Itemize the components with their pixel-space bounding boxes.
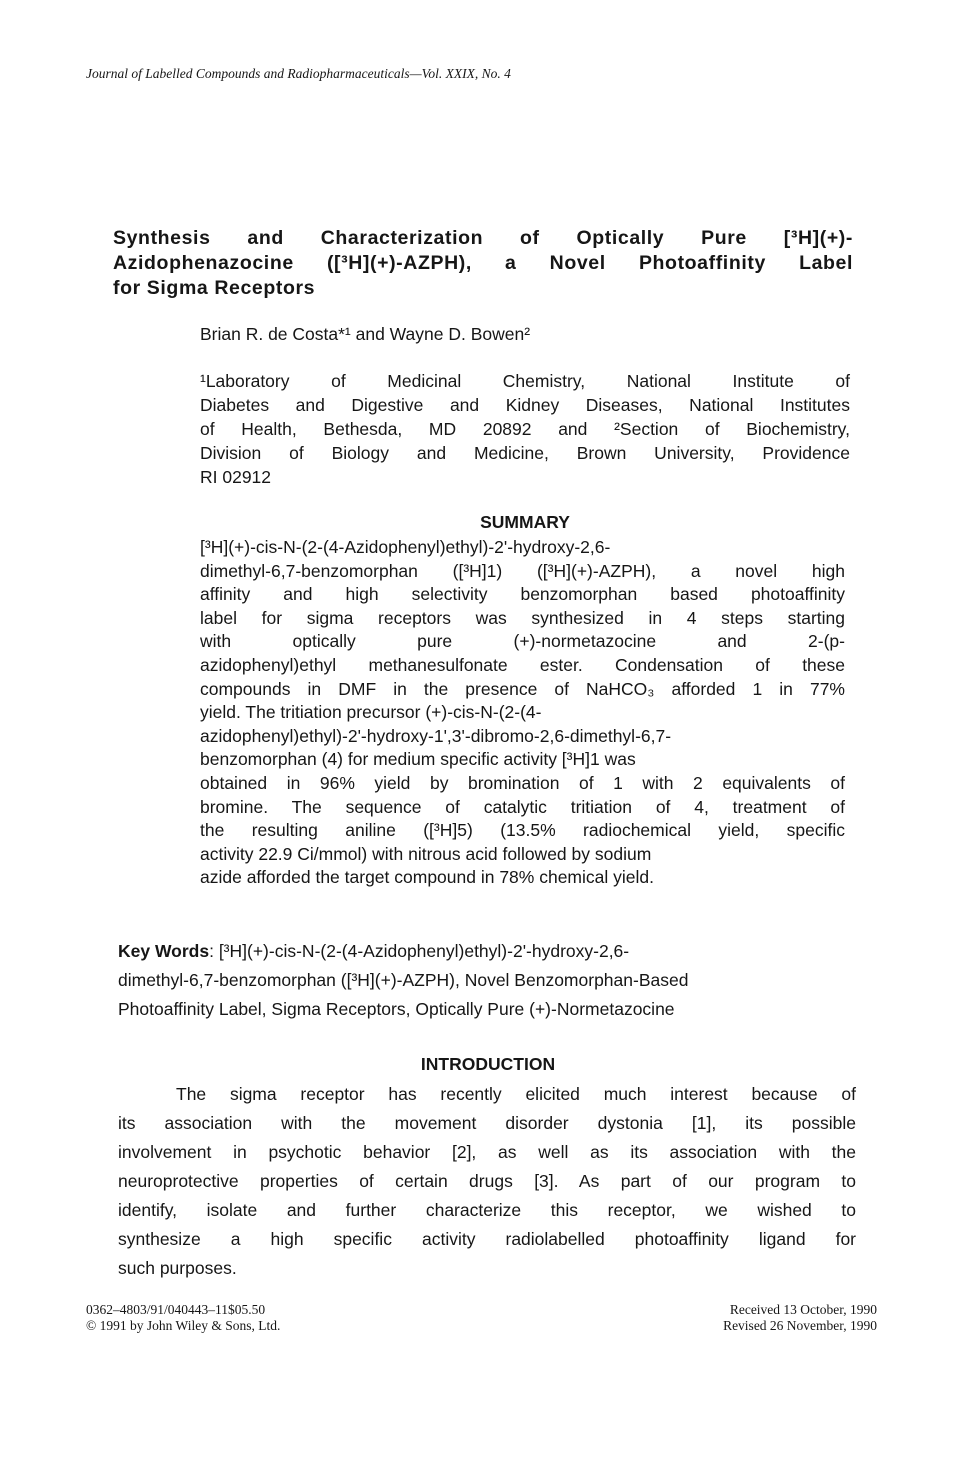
affiliation-line: Diabetes and Digestive and Kidney Diseases, National Institutes <box>200 395 850 415</box>
introduction-line: The sigma receptor has recently elicited much interest because of <box>176 1084 856 1104</box>
summary-line: azidophenyl)ethyl)-2'-hydroxy-1',3'-dibromo-2,6-dimethyl-6,7- <box>200 725 672 746</box>
introduction-line: synthesize a high specific activity radiolabelled photoaffinity ligand for <box>118 1229 856 1249</box>
summary-line: the resulting aniline ([³H]5) (13.5% radiochemical yield, specific <box>200 820 845 841</box>
summary-line: label for sigma receptors was synthesized in 4 steps starting <box>200 607 845 628</box>
affiliation-line: ¹Laboratory of Medicinal Chemistry, National Institute of <box>200 371 850 391</box>
summary-line: azide afforded the target compound in 78% chemical yield. <box>200 867 654 888</box>
introduction-heading: INTRODUCTION <box>420 1054 556 1074</box>
footer-copyright: © 1991 by John Wiley & Sons, Ltd. <box>86 1318 281 1333</box>
introduction-line: such purposes. <box>118 1258 237 1278</box>
summary-abstract <box>200 536 845 890</box>
summary-line: compounds in DMF in the presence of NaHCO₃ afforded 1 in 77% <box>200 678 845 699</box>
key-words-line: Photoaffinity Label, Sigma Receptors, Optically Pure (+)-Normetazocine <box>118 999 675 1019</box>
affiliation-line: Division of Biology and Medicine, Brown University, Providence <box>200 443 850 463</box>
summary-line: [³H](+)-cis-N-(2-(4-Azidophenyl)ethyl)-2'-hydroxy-2,6- <box>200 537 611 557</box>
affiliations <box>200 369 850 489</box>
key-words-text: : [³H](+)-cis-N-(2-(4-Azidophenyl)ethyl)-2'-hydroxy-2,6- <box>209 941 630 961</box>
summary-heading: SUMMARY <box>480 512 570 532</box>
footer-revised: Revised 26 November, 1990 <box>723 1318 877 1333</box>
key-words-line: dimethyl-6,7-benzomorphan ([³H](+)-AZPH), Novel Benzomorphan-Based <box>118 970 689 990</box>
key-words-line <box>118 937 838 966</box>
footer-received: Received 13 October, 1990 <box>729 1302 877 1317</box>
title-line: Synthesis and Characterization of Optically Pure [³H](+)- <box>113 227 853 249</box>
author-list: Brian R. de Costa*¹ and Wayne D. Bowen² <box>200 324 531 344</box>
summary-line: obtained in 96% yield by bromination of 1 with 2 equivalents of <box>200 772 845 793</box>
footer-publication-info <box>86 1302 280 1334</box>
introduction-line: identify, isolate and further characterize this receptor, we wished to <box>118 1200 856 1220</box>
summary-line: yield. The tritiation precursor (+)-cis-N-(2-(4- <box>200 702 542 723</box>
summary-line: activity 22.9 Ci/mmol) with nitrous acid followed by sodium <box>200 843 652 864</box>
summary-line: benzomorphan (4) for medium specific activity [³H]1 was <box>200 749 636 770</box>
title-line: for Sigma Receptors <box>113 277 316 299</box>
footer-dates <box>723 1302 877 1334</box>
introduction-line: neuroprotective properties of certain drugs [3]. As part of our program to <box>118 1171 856 1191</box>
introduction-line: its association with the movement disorder dystonia [1], its possible <box>118 1113 856 1133</box>
introduction-body <box>118 1080 856 1283</box>
summary-line: bromine. The sequence of catalytic tritiation of 4, treatment of <box>200 796 845 817</box>
summary-line: azidophenyl)ethyl methanesulfonate ester. Condensation of these <box>200 654 845 675</box>
affiliation-line: RI 02912 <box>200 467 272 487</box>
affiliation-line: of Health, Bethesda, MD 20892 and ²Section of Biochemistry, <box>200 419 850 439</box>
article-title <box>113 226 853 301</box>
summary-line: dimethyl-6,7-benzomorphan ([³H]1) ([³H](+)-AZPH), a novel high <box>200 560 845 581</box>
footer-code: 0362–4803/91/040443–11$05.50 <box>86 1302 266 1317</box>
journal-header: Journal of Labelled Compounds and Radiopharmaceuticals—Vol. XXIX, No. 4 <box>86 66 511 81</box>
key-words-label: Key Words <box>118 941 210 961</box>
summary-line: affinity and high selectivity benzomorphan based photoaffinity <box>200 584 845 605</box>
title-line: Azidophenazocine ([³H](+)-AZPH), a Novel Photoaffinity Label <box>113 252 853 274</box>
summary-line: with optically pure (+)-normetazocine and 2-(p- <box>200 631 845 652</box>
introduction-line: involvement in psychotic behavior [2], as well as its association with the <box>118 1142 856 1162</box>
key-words <box>118 937 838 1024</box>
